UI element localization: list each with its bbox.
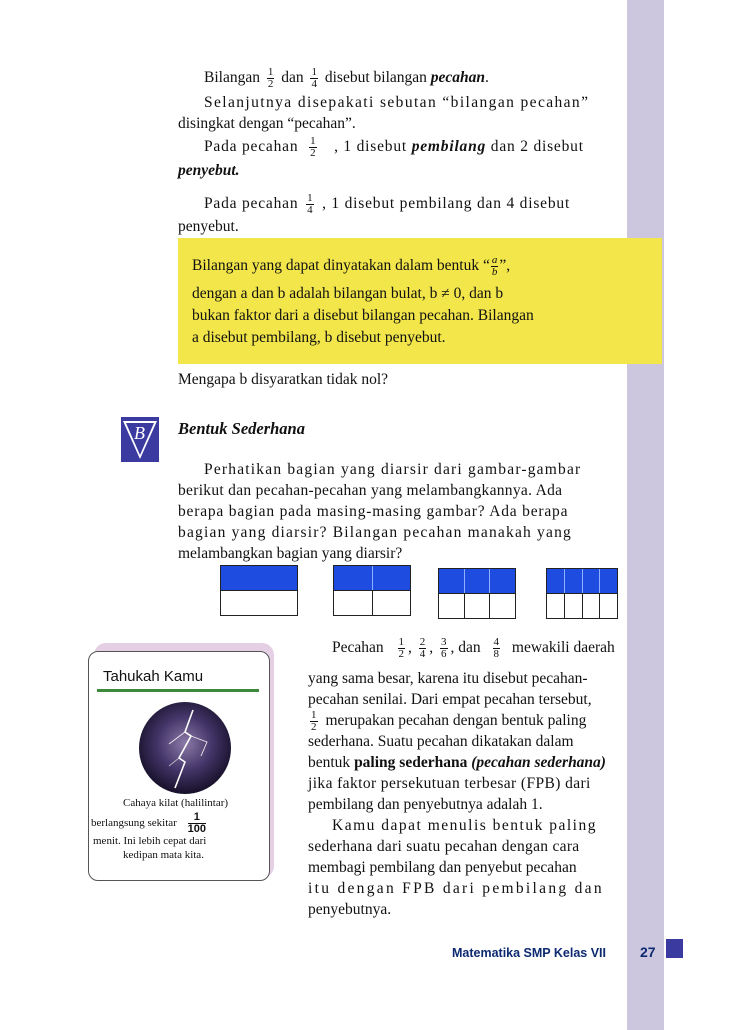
definition-line-4: a disebut pembilang, b disebut penyebut.: [192, 329, 446, 346]
section-line-5: melambangkan bagian yang diarsir?: [178, 545, 403, 562]
section-line-2: berikut dan pecahan-pecahan yang melambangkannya. Ada: [178, 482, 563, 499]
right-line-10: sederhana dari suatu pecahan dengan cara: [308, 838, 580, 855]
right-line-8: pembilang dan penyebutnya adalah 1.: [308, 796, 543, 813]
fraction: $\frac{1}{2}$: [311, 709, 317, 733]
definition-box: [178, 238, 662, 364]
page-number-marker: [666, 939, 683, 958]
right-line-13: penyebutnya.: [308, 901, 392, 918]
fraction-figure-1: [220, 565, 298, 616]
sidebar-card: [88, 651, 270, 881]
lightning-image: [139, 702, 231, 794]
fraction: $\frac{1}{4}$: [311, 66, 317, 90]
right-line-6: bentuk paling sederhana (pecahan sederhana): [308, 754, 606, 771]
definition-line-1: Bilangan yang dapat dinyatakan dalam bentuk “ $\frac{a}{b}$ ”,: [192, 254, 511, 278]
right-line-9: Kamu dapat menulis bentuk paling: [332, 817, 597, 834]
sidebar-caption-4: kedipan mata kita.: [123, 849, 204, 861]
section-line-1: Perhatikan bagian yang diarsir dari gambar-gambar: [204, 461, 582, 478]
fraction: $\frac{1}{100}$: [187, 811, 206, 835]
fraction: $\frac{1}{4}$: [307, 192, 314, 216]
right-line-11: membagi pembilang dan penyebut pecahan: [308, 859, 577, 876]
right-line-5: sederhana. Suatu pecahan dikatakan dalam: [308, 733, 574, 750]
fraction-figure-2: [333, 565, 411, 616]
lightning-icon: [139, 702, 231, 794]
penyebut-term: penyebut.: [178, 162, 240, 179]
sidebar-caption-1: Cahaya kilat (halilintar): [123, 797, 229, 809]
definition-line-2: dengan a dan b adalah bilangan bulat, b ≠ 0, dan b: [192, 285, 504, 302]
equivalent-fractions-line: Pecahan $\frac{1}{2}$ , $\frac{2}{4}$ , $\frac{3}{6}$ , dan $\frac{4}{8}$ mewakili daerah: [332, 636, 615, 660]
section-badge-letter: B: [134, 423, 145, 443]
page-number: 27: [640, 944, 656, 960]
section-line-4: bagian yang diarsir? Bilangan pecahan manakah yang: [178, 524, 572, 541]
sidebar-title-rule: [97, 689, 259, 692]
intro-line-2: Selanjutnya disepakati sebutan “bilangan pecahan”: [204, 94, 590, 111]
penyebut-line-2: penyebut.: [178, 218, 239, 235]
definition-line-3: bukan faktor dari a disebut bilangan pecahan. Bilangan: [192, 307, 534, 324]
sidebar-title: Tahukah Kamu: [103, 668, 204, 685]
pembilang-paragraph: Pada pecahan $\frac{1}{2}$ , 1 disebut pembilang dan 2 disebut: [204, 135, 584, 159]
right-line-12: itu dengan FPB dari pembilang dan: [308, 880, 604, 897]
right-line-2: yang sama besar, karena itu disebut pecahan-: [308, 670, 588, 687]
right-line-3: pecahan senilai. Dari empat pecahan tersebut,: [308, 691, 592, 708]
right-line-4: $\frac{1}{2}$ merupakan pecahan dengan bentuk paling: [311, 709, 587, 733]
fraction: $\frac{2}{4}$: [419, 636, 426, 660]
fraction: $\frac{1}{2}$: [267, 66, 274, 90]
fraction: $\frac{4}{8}$: [493, 636, 500, 660]
right-line-7: jika faktor persekutuan terbesar (FPB) dari: [308, 775, 591, 792]
section-title: Bentuk Sederhana: [178, 419, 305, 438]
fraction: $\frac{a}{b}$: [491, 254, 498, 278]
section-line-3: berapa bagian pada masing-masing gambar? Ada berapa: [178, 503, 569, 520]
penyebut-paragraph: Pada pecahan $\frac{1}{4}$ , 1 disebut pembilang dan 4 disebut: [204, 192, 571, 216]
question: Mengapa b disyaratkan tidak nol?: [178, 371, 389, 388]
fraction-figure-4: [546, 568, 618, 619]
fraction: $\frac{1}{2}$: [310, 135, 317, 159]
footer-title: Matematika SMP Kelas VII: [452, 946, 607, 960]
section-badge: [121, 417, 159, 462]
sidebar-caption-3: menit. Ini lebih cepat dari: [93, 835, 207, 847]
sidebar-caption-2: berlangsung sekitar $\frac{1}{100}$: [91, 811, 206, 835]
fraction: $\frac{3}{6}$: [441, 636, 447, 660]
intro-line-1: Bilangan $\frac{1}{2}$ dan $\frac{1}{4}$ disebut bilangan pecahan.: [204, 66, 489, 90]
fraction: $\frac{1}{2}$: [398, 636, 405, 660]
intro-line-3: disingkat dengan “pecahan”.: [178, 115, 356, 132]
section-paragraph: [178, 459, 662, 564]
fraction-figure-3: [438, 568, 516, 619]
right-column-paragraph: [308, 668, 664, 920]
